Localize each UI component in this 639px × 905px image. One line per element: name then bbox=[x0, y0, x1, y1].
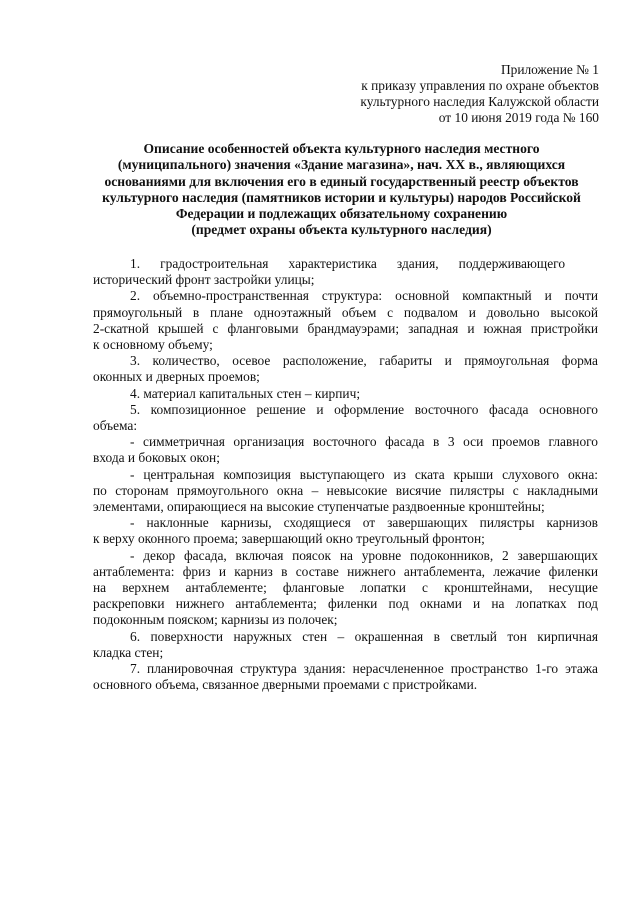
title-line: культурного наследия (памятников истории и культуры) народов Российской bbox=[102, 189, 581, 205]
item-text-line: раскреповки нижнего антаблемента; филенки под окнами и на лопатках под bbox=[93, 596, 598, 612]
item-text-line: 4. материал капитальных стен – кирпич; bbox=[130, 385, 361, 401]
list-item-3 bbox=[93, 353, 598, 385]
list-item-5-sub-2 bbox=[93, 467, 598, 516]
list-item-2 bbox=[93, 288, 598, 353]
title-line: Федерации и подлежащих обязательному сохранению bbox=[175, 206, 508, 222]
order-date-line: от 10 июня 2019 года № 160 bbox=[438, 110, 599, 125]
list-item-4 bbox=[93, 386, 598, 402]
item-text-line: по сторонам прямоугольного окна – невысокие висячие пилястры с накладными bbox=[93, 482, 598, 498]
list-item-7 bbox=[93, 661, 598, 693]
item-text-line: оконных и дверных проемов; bbox=[93, 369, 260, 385]
item-text-line: 5. композиционное решение и оформление восточного фасада основного bbox=[130, 401, 598, 417]
list-item-1 bbox=[93, 256, 598, 288]
item-text-line: - центральная композиция выступающего из ската крыши слухового окна: bbox=[130, 466, 598, 482]
item-text-line: 2. объемно-пространственная структура: основной компактный и почти bbox=[130, 288, 598, 304]
appendix-header bbox=[299, 62, 599, 126]
appendix-number: Приложение № 1 bbox=[500, 62, 599, 77]
title-line: Описание особенностей объекта культурного наследия местного bbox=[143, 141, 540, 156]
item-text-line: подоконным пояском; карнизы из полочек; bbox=[93, 612, 338, 628]
title-line: (предмет охраны объекта культурного наследия) bbox=[191, 222, 492, 238]
item-text-line: входа и боковых окон; bbox=[93, 450, 220, 466]
list-item-5-sub-3 bbox=[93, 515, 598, 547]
item-text-line: к верху оконного проема; завершающий окно треугольный фронтон; bbox=[93, 531, 485, 547]
item-text-line: 6. поверхности наружных стен – окрашенная в светлый тон кирпичная bbox=[130, 628, 598, 644]
list-item-6 bbox=[93, 629, 598, 661]
item-text-line: на верхнем антаблементе; фланговые лопатки с кронштейнами, несущие bbox=[93, 580, 598, 596]
item-text-line: элементами, опирающиеся на высокие ступенчатые раздвоенные кронштейны; bbox=[93, 499, 545, 515]
item-text-line: кладка стен; bbox=[93, 644, 164, 660]
item-text-line: 1. градостроительная характеристика здания, поддерживающего bbox=[130, 256, 566, 271]
item-text-line: прямоугольный в плане одноэтажный объем с подвалом и довольно высокой bbox=[93, 304, 598, 320]
item-text-line: 3. количество, осевое расположение, габариты и прямоугольная форма bbox=[130, 353, 598, 369]
item-text-line: антаблемента: фриз и карниз в составе нижнего антаблемента, лежачие филенки bbox=[93, 563, 598, 579]
item-text-line: 7. планировочная структура здания: нерасчлененное пространство 1-го этажа bbox=[130, 661, 598, 677]
item-text-line: 2-скатной крышей с фланговыми брандмауэрами; западная и южная пристройки bbox=[93, 320, 598, 336]
item-text-line: - декор фасада, включая поясок на уровне подоконников, 2 завершающих bbox=[130, 547, 598, 563]
order-reference-line: к приказу управления по охране объектов bbox=[361, 78, 599, 93]
list-item-5-sub-4 bbox=[93, 548, 598, 629]
item-text-line: объема: bbox=[93, 418, 138, 434]
document-title bbox=[78, 141, 605, 239]
title-line: основаниями для включения его в единый государственный реестр объектов bbox=[104, 173, 579, 189]
title-line: (муниципального) значения «Здание магазина», нач. XX в., являющихся bbox=[117, 157, 566, 173]
item-text-line: - наклонные карнизы, сходящиеся от завершающих пилястры карнизов bbox=[130, 515, 598, 531]
list-item-5-sub-1 bbox=[93, 434, 598, 466]
item-text-line: исторический фронт застройки улицы; bbox=[93, 272, 315, 288]
protection-items-list bbox=[93, 256, 598, 693]
item-text-line: к основному объему; bbox=[93, 337, 213, 353]
item-text-line: основного объема, связанное дверными проемами с пристройками. bbox=[93, 677, 478, 693]
list-item-5 bbox=[93, 402, 598, 434]
order-authority-line: культурного наследия Калужской области bbox=[360, 94, 599, 109]
item-text-line: - симметричная организация восточного фасада в 3 оси проемов главного bbox=[130, 434, 598, 450]
